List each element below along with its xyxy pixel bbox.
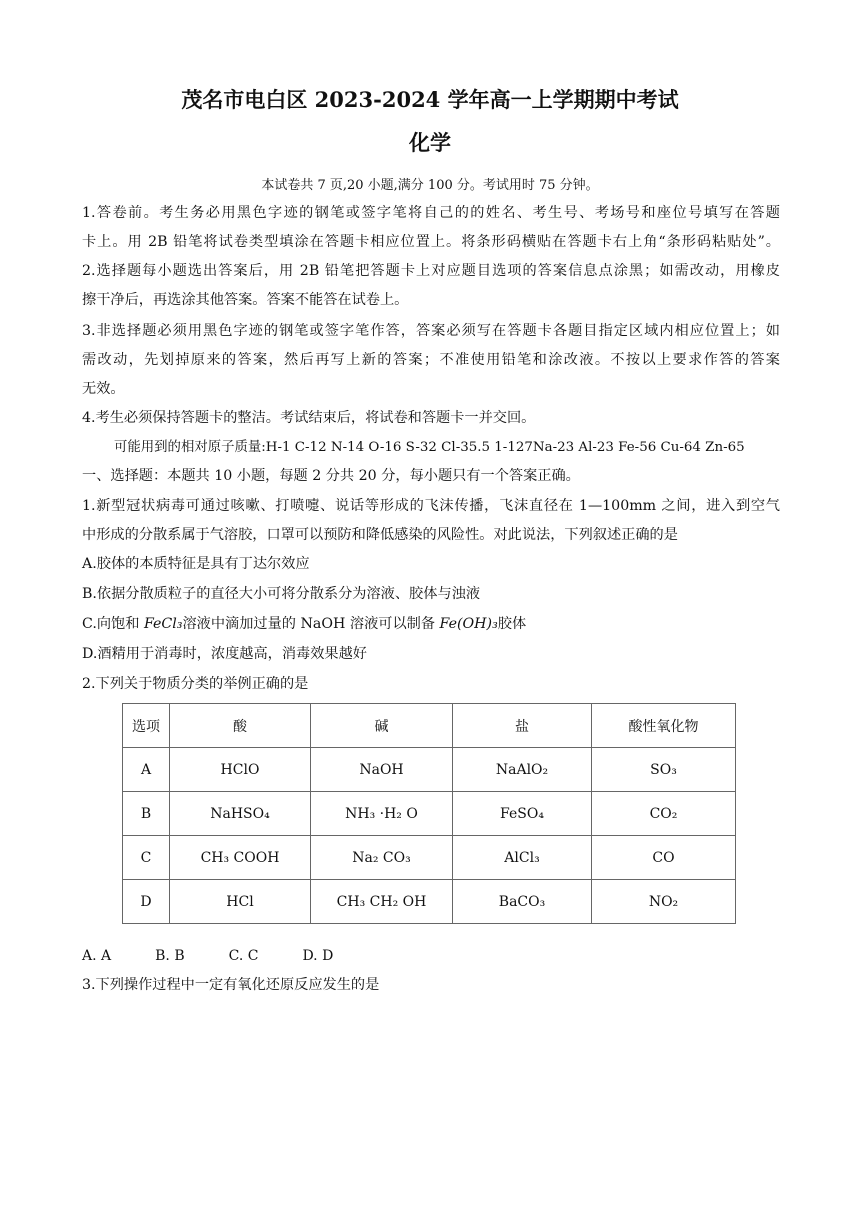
classification-table	[122, 703, 736, 924]
q1-option-c: C.向饱和 FeCl₃溶液中滴加过量的 NaOH 溶液可以制备 Fe(OH)₃胶体	[82, 616, 527, 632]
q1-option-a: A.胶体的本质特征是具有丁达尔效应	[82, 556, 310, 572]
atomic-masses: 可能用到的相对原子质量:H-1 C-12 N-14 O-16 S-32 Cl-35.5 1-127Na-23 Al-23 Fe-56 Cu-64 Zn-65	[114, 440, 745, 455]
section-heading: 一、选择题：本题共 10 小题，每题 2 分共 20 分，每小题只有一个答案正确。	[82, 468, 580, 484]
table-cell: D	[123, 880, 170, 924]
formula-fecl3: FeCl₃	[143, 616, 183, 632]
q1-stem: 中形成的分散系属于气溶胶，口罩可以预防和降低感染的风险性。对此说法，下列叙述正确的是	[82, 527, 678, 543]
table-cell: AlCl₃	[453, 836, 592, 880]
instruction-line: 2.选择题每小题选出答案后，用 2B 铅笔把答题卡上对应题目选项的答案信息点涂黑；如需改动，用橡皮	[82, 263, 780, 279]
q2-option-a: A. A	[82, 948, 112, 964]
subject-title: 化学	[409, 130, 451, 155]
instruction-line: 需改动，先划掉原来的答案，然后再写上新的答案；不准使用铅笔和涂改液。不按以上要求作答的答案	[82, 352, 780, 368]
exam-title: 茂名市电白区 2023-2024 学年高一上学期期中考试	[181, 87, 679, 112]
q2-option-d: D. D	[302, 948, 334, 964]
table-cell: HCl	[170, 880, 311, 924]
table-cell: CO	[592, 836, 736, 880]
table-cell: NH₃ ·H₂ O	[311, 792, 453, 836]
table-cell: CH₃ CH₂ OH	[311, 880, 453, 924]
table-cell: BaCO₃	[453, 880, 592, 924]
instruction-line: 卡上。用 2B 铅笔将试卷类型填涂在答题卡相应位置上。将条形码横贴在答题卡右上角“条形码粘贴处”。	[82, 234, 780, 250]
exam-info: 本试卷共 7 页,20 小题,满分 100 分。考试用时 75 分钟。	[261, 178, 599, 193]
table-cell: NaAlO₂	[453, 748, 592, 792]
instruction-line: 3.非选择题必须用黑色字迹的钢笔或签字笔作答，答案必须写在答题卡各题目指定区域内相应位置上；如	[82, 323, 780, 339]
q2-answer-options	[82, 948, 377, 964]
table-cell: CH₃ COOH	[170, 836, 311, 880]
q2-option-b: B. B	[155, 948, 185, 964]
table-header-cell: 酸	[170, 704, 311, 748]
instruction-line: 无效。	[82, 381, 125, 397]
table-header-cell: 盐	[453, 704, 592, 748]
q1-stem: 1.新型冠状病毒可通过咳嗽、打喷嚏、说话等形成的飞沫传播，飞沫直径在 1—100mm 之间，进入到空气	[82, 498, 780, 514]
table-cell: Na₂ CO₃	[311, 836, 453, 880]
table-cell: NaOH	[311, 748, 453, 792]
table-cell: CO₂	[592, 792, 736, 836]
table-cell: HClO	[170, 748, 311, 792]
table-cell: NaHSO₄	[170, 792, 311, 836]
q2-option-c: C. C	[228, 948, 259, 964]
table-row	[123, 792, 736, 836]
table-header-cell: 酸性氧化物	[592, 704, 736, 748]
q3-stem: 3.下列操作过程中一定有氧化还原反应发生的是	[82, 977, 380, 993]
table-cell: A	[123, 748, 170, 792]
table-row	[123, 748, 736, 792]
table-header-cell: 碱	[311, 704, 453, 748]
formula-feoh3: Fe(OH)₃	[439, 616, 498, 632]
table-header-row	[123, 704, 736, 748]
table-cell: B	[123, 792, 170, 836]
table-cell: FeSO₄	[453, 792, 592, 836]
table-cell: NO₂	[592, 880, 736, 924]
q1-option-b: B.依据分散质粒子的直径大小可将分散系分为溶液、胶体与浊液	[82, 586, 481, 602]
instruction-line: 4.考生必须保持答题卡的整洁。考试结束后，将试卷和答题卡一并交回。	[82, 410, 536, 426]
table-cell: SO₃	[592, 748, 736, 792]
table-cell: C	[123, 836, 170, 880]
table-row	[123, 836, 736, 880]
table-header-cell: 选项	[123, 704, 170, 748]
instruction-line: 1.答卷前。考生务必用黑色字迹的钢笔或签字笔将自己的的姓名、考生号、考场号和座位号填写在答题	[82, 205, 780, 221]
q2-stem: 2.下列关于物质分类的举例正确的是	[82, 676, 309, 692]
table-row	[123, 880, 736, 924]
instruction-line: 擦干净后，再选涂其他答案。答案不能答在试卷上。	[82, 292, 409, 308]
q1-option-d: D.酒精用于消毒时，浓度越高，消毒效果越好	[82, 646, 367, 662]
